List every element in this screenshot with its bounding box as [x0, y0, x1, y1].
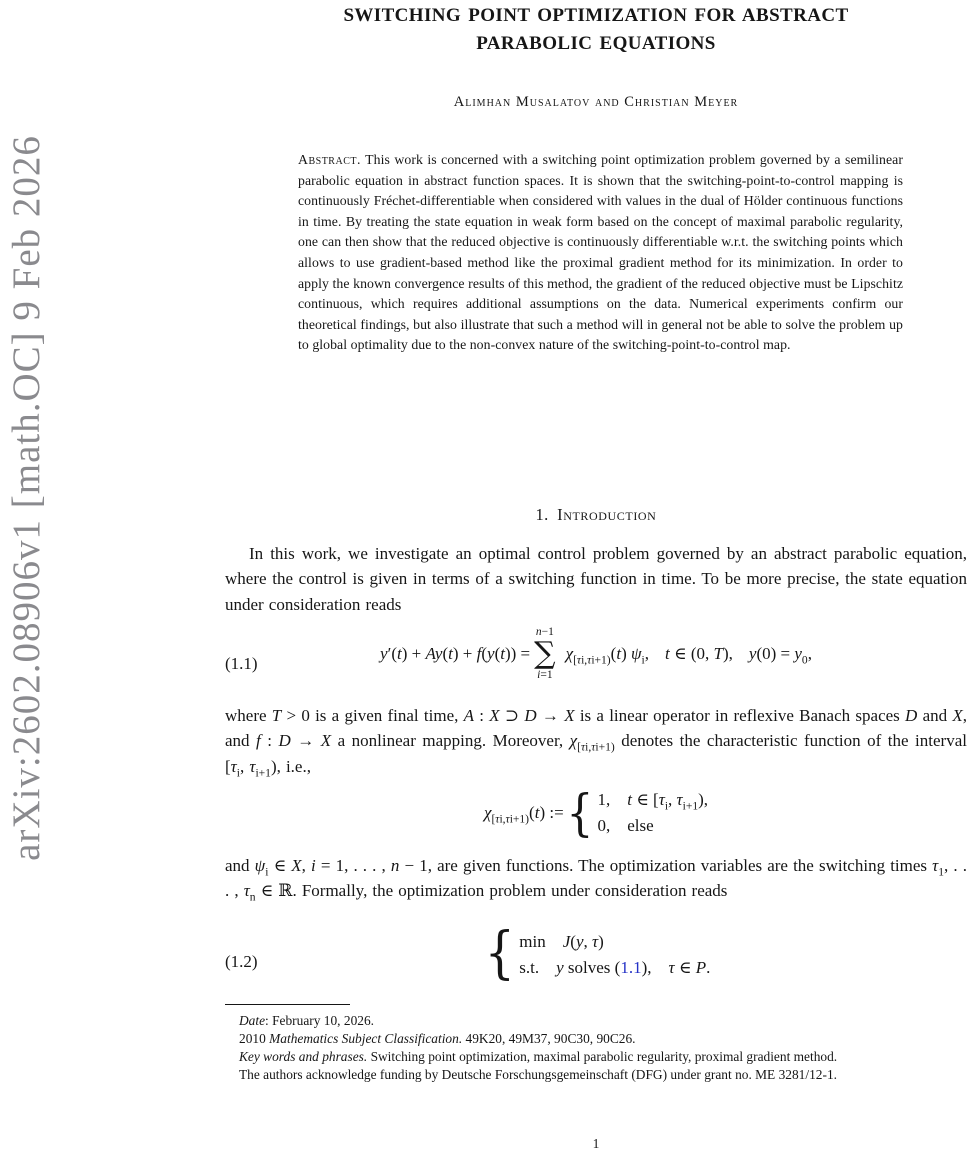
sum-lower-limit: i=1 — [537, 669, 553, 681]
equation-chi-definition — [225, 783, 967, 846]
sigma-icon: ∑ — [534, 636, 556, 671]
case-one: 1, t ∈ [$\tau_i$, $\tau_{i+1}$), — [597, 790, 709, 813]
page-number: 1 — [592, 1136, 600, 1151]
eq11-initial-condition: $y(0) = y_0$, — [748, 644, 812, 667]
intro-paragraph-2: where T > 0 is a given final time, A : X ⊃ D → X is a linear operator in reflexive Banach spaces D and X, and f : D → X a nonlinear mapping. Moreover, $\chi_{[\tau i,\tau i+1)}$ denotes the characteristic function of the interval [$\tau_i$, $\tau_{i+1}$), i.e., — [225, 706, 967, 780]
paper-title — [225, 2, 967, 58]
constraint-row: s.t. y solves (1.1), τ ∈ P. — [519, 957, 711, 977]
footnote-msc: 2010 Mathematics Subject Classification. 49K20, 49M37, 90C30, 90C26. — [239, 1031, 636, 1046]
footnote-block — [225, 1004, 967, 1084]
intro-paragraph-1: In this work, we investigate an optimal control problem governed by an abstract parabolic equation, where the control is given in terms of a switching function in time. To be more precise, the state equation under consideration reads — [225, 544, 967, 614]
eq11-lhs: y′(t) + Ay(t) + f(y(t)) = — [380, 644, 531, 663]
equation-1-2-tag: (1.2) — [225, 952, 258, 971]
chi-definition-body — [225, 783, 967, 842]
optimization-brace-icon: { — [484, 921, 515, 986]
paper-content — [225, 0, 967, 1165]
arxiv-watermark: arXiv:2602.08906v1 [math.OC] 9 Feb 2026 — [5, 135, 48, 861]
chi-lhs: $\chi_{[\tau i,\tau i+1)}(t)$ := — [483, 802, 564, 825]
abstract — [298, 150, 903, 356]
sum-upper-limit: n−1 — [535, 626, 554, 638]
optimization-rows — [519, 930, 710, 979]
equation-1-1-tag: (1.1) — [225, 654, 258, 673]
equation-1-1 — [225, 626, 967, 702]
eq-ref-link[interactable]: 1.1 — [620, 957, 642, 977]
cases-rows — [597, 788, 708, 837]
equation-1-2-body — [225, 921, 967, 986]
objective-row: min J(y, τ) — [519, 931, 604, 951]
abstract-label: Abstract. — [298, 152, 361, 167]
section-title: Introduction — [557, 505, 657, 524]
title-line-1: SWITCHING POINT OPTIMIZATION FOR ABSTRACT — [343, 5, 849, 26]
abstract-text: This work is concerned with a switching point optimization problem governed by a semilinear parabolic equation in abstract function spaces. It is shown that the switching-point-to-control mapping is continuously Fréchet-differentiable when considered with values in the dual of Hölder continuous functions in time. By treating the state equation in weak form based on the concept of maximal parabolic regularity, one can then show that the reduced objective is continuously differentiable w.r.t. the switching points which allows to use gradient-based method like the proximal gradient method for its minimization. In order to apply the known convergence results of this method, the gradient of the reduced objective must be Lipschitz continuous, which requires additional assumptions on the data. Numerical experiments confirm our theoretical findings, but also illustrate that such a method will in general not be able to solve the problem up to global optimality due to the non-convex nature of the switching-point-to-control map. — [298, 152, 903, 353]
section-number: 1. — [535, 505, 549, 524]
title-line-2: PARABOLIC EQUATIONS — [476, 33, 716, 54]
footnote-rule — [225, 1004, 350, 1005]
footnote-funding: The authors acknowledge funding by Deutsche Forschungsgemeinschaft (DFG) under grant no. ME 3281/12-1. — [239, 1067, 837, 1082]
footnote-date: Date: February 10, 2026. — [239, 1013, 375, 1028]
eq11-condition-time: t ∈ (0, T), — [665, 644, 733, 663]
intro-paragraph-3: and $\psi_i$ ∈ X, i = 1, . . . , n − 1, are given functions. The optimization variables are the switching times $\tau_1$, . . . , $\tau_n$ ∈ ℝ. Formally, the optimization problem under consideration reads — [225, 856, 967, 904]
equation-1-1-body — [225, 626, 967, 682]
equation-1-2 — [225, 921, 967, 996]
authors: Alimhan Musalatov and Christian Meyer — [453, 94, 739, 110]
sum-symbol — [534, 626, 555, 682]
optimization-problem-group — [482, 921, 711, 986]
cases-group — [564, 783, 709, 842]
eq11-rhs: $\chi_{[\tau i,\tau i+1)}(t)$ $\psi_i$, — [565, 644, 650, 667]
footnote-keywords: Key words and phrases. Switching point optimization, maximal parabolic regularity, proximal gradient method. — [239, 1049, 838, 1064]
cases-brace-icon: { — [566, 783, 594, 842]
case-zero: 0, else — [597, 816, 654, 835]
section-heading-introduction — [225, 505, 967, 525]
